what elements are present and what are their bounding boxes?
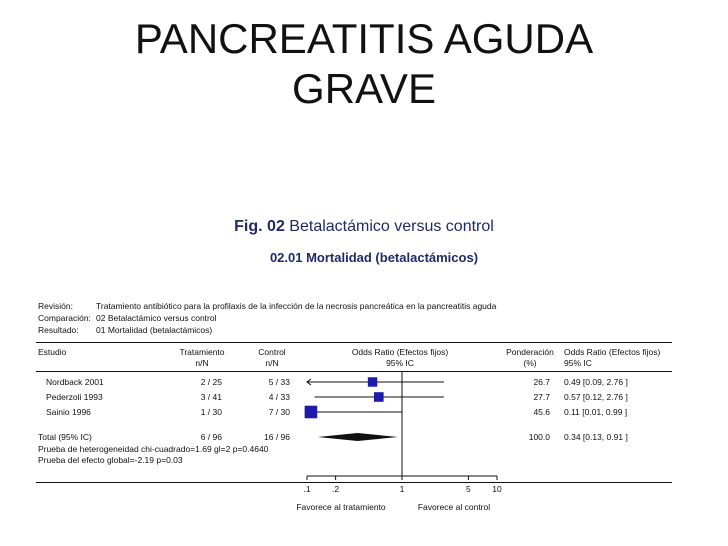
total-weight: 100.0 (528, 432, 550, 442)
header-study: Estudio (38, 347, 67, 357)
total-treatment: 6 / 96 (200, 432, 222, 442)
study-ci: 0.11 [0.01, 0.99 ] (564, 407, 628, 417)
study-name: Nordback 2001 (46, 377, 104, 387)
header-or-plot: Odds Ratio (Efectos fijos) (351, 347, 449, 357)
meta-revision-value: Tratamiento antibiótico para la profilaxis de la infección de la necrosis pancreática en la pancreatitis aguda (96, 301, 497, 311)
study-point (374, 392, 384, 402)
total-ci: 0.34 [0.13, 0.91 ] (564, 432, 628, 442)
header-weight-sub: (%) (523, 358, 537, 368)
x-tick-label: 10 (492, 484, 502, 494)
meta-result-value: 01 Mortalidad (betalactámicos) (96, 325, 213, 335)
x-tick-label: .2 (332, 484, 340, 494)
total-control: 16 / 96 (264, 432, 290, 442)
meta-revision-key: Revisión: (38, 301, 73, 311)
study-treatment: 2 / 25 (200, 377, 222, 387)
header-or-text-sub: 95% IC (564, 358, 592, 368)
heterogeneity-test: Prueba de heterogeneidad chi-cuadrado=1.69 gl=2 p=0.4640 (38, 444, 269, 454)
total-name: Total (95% IC) (38, 432, 92, 442)
slide-title-line-2: GRAVE (292, 65, 436, 112)
study-treatment: 3 / 41 (200, 392, 222, 402)
study-name: Pederzoli 1993 (46, 392, 103, 402)
study-treatment: 1 / 30 (200, 407, 222, 417)
favours-treatment-label: Favorece al tratamiento (296, 502, 386, 512)
x-tick-label: 1 (399, 484, 405, 494)
study-control: 5 / 33 (268, 377, 290, 387)
study-weight: 45.6 (533, 407, 550, 417)
favours-control-label: Favorece al control (417, 502, 491, 512)
study-control: 7 / 30 (268, 407, 290, 417)
header-control: Control (258, 347, 286, 357)
figure-subtitle: 02.01 Mortalidad (betalactámicos) (269, 250, 479, 265)
slide-title-line-1: PANCREATITIS AGUDA (134, 15, 594, 62)
figure-title: Betalactámico versus control (289, 218, 494, 235)
header-or-plot-sub: 95% IC (386, 358, 414, 368)
meta-result-key: Resultado: (38, 325, 79, 335)
study-ci: 0.49 [0.09, 2.76 ] (564, 377, 628, 387)
study-control: 4 / 33 (268, 392, 290, 402)
header-treatment-sub: n/N (195, 358, 209, 368)
study-point (368, 377, 377, 386)
study-point (305, 406, 318, 419)
study-name: Sainio 1996 (46, 407, 91, 417)
meta-comparison-value: 02 Betalactámico versus control (96, 313, 217, 323)
x-tick-label: 5 (466, 484, 471, 494)
header-weight: Ponderación (506, 347, 554, 357)
study-ci: 0.57 [0.12, 2.76 ] (564, 392, 628, 402)
header-or-text: Odds Ratio (Efectos fijos) (564, 347, 661, 357)
x-tick-label: .1 (303, 484, 311, 494)
study-weight: 27.7 (533, 392, 550, 402)
figure-label: Fig. 02 (234, 218, 285, 235)
total-diamond (318, 433, 398, 441)
meta-comparison-key: Comparación: (38, 313, 91, 323)
header-treatment: Tratamiento (179, 347, 225, 357)
overall-effect-test: Prueba del efecto global=-2.19 p=0.03 (38, 455, 183, 465)
study-weight: 26.7 (533, 377, 550, 387)
header-control-sub: n/N (265, 358, 279, 368)
